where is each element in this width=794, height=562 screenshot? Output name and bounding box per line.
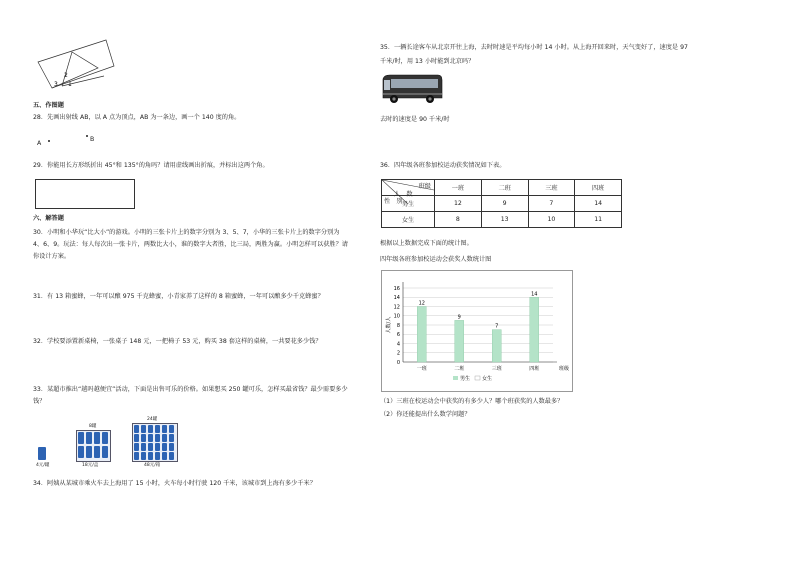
y-tick-label: 12 xyxy=(393,304,400,311)
question-35-line1: 35．一辆长途客车从北京开往上海，去时时速是平均每小时 14 小时。从上海开回来时，天气变好了，速度是 97 xyxy=(380,44,688,51)
cola-can-icon xyxy=(155,425,160,433)
pack8-price: 18元/盒 xyxy=(82,463,99,468)
question-31: 31．有 13 箱蜜蜂，一年可以酿 975 千克蜂蜜，小青家养了这样的 8 箱蜜蜂，一年可以酿多少千克蜂蜜？ xyxy=(33,293,324,300)
table-instruction: 根据以上数据完成下面的统计图。 xyxy=(380,240,473,247)
cola-can-icon xyxy=(169,425,174,433)
cola-can-icon xyxy=(134,443,139,451)
chart-title: 四年级各班参加校运动会获奖人数统计图 xyxy=(380,256,492,263)
legend-girls: 女生 xyxy=(482,376,493,382)
cola-can-icon xyxy=(134,425,139,433)
question-36-sub2: （2）你还能提出什么数学问题？ xyxy=(380,411,471,418)
cola-can-icon xyxy=(162,452,167,460)
figure-paper-outline xyxy=(38,40,114,88)
award-table xyxy=(381,179,622,228)
cola-can-icon xyxy=(78,432,84,444)
question-28: 28．先画出射线 AB，以 A 点为顶点，AB 为一条边，画一个 140 度的角。 xyxy=(33,114,241,121)
table-cell: 9 xyxy=(481,196,528,212)
bus-icon xyxy=(380,72,444,106)
corner-gender-label: 性 别 xyxy=(384,198,403,205)
bar-data-label: 14 xyxy=(531,291,538,298)
table-cell: 13 xyxy=(481,212,528,228)
question-29: 29．你能用长方形纸折出 45°和 135°的角吗？请用虚线画出折痕，并标出这两个角。 xyxy=(33,162,269,169)
cola-can-icon xyxy=(148,452,153,460)
cola-can-icon xyxy=(162,425,167,433)
question-30: 30．小明和小华玩“比大小”的游戏。小明的三张卡片上的数字分别为 3、5、7，小华的三张卡片上的数字分别为 4、6、9。玩法：每人每次出一张卡片，两数比大小，谁的数字大者胜，比三局，两胜为赢。小明怎样可以获胜？请你设计方案。 xyxy=(33,229,348,260)
figure-label-2: 2 xyxy=(64,72,68,79)
y-tick-label: 16 xyxy=(393,285,400,292)
question-32: 32．学校要添置新桌椅，一张桌子 148 元，一把椅子 53 元，购买 38 套这样的桌椅，一共要花多少钱？ xyxy=(33,338,322,345)
row-label-girls: 女生 xyxy=(382,212,435,228)
question-34: 34．阿姨从某城市乘火车去上海用了 15 小时，火车每小时行驶 120 千米，该城市到上海有多少千米？ xyxy=(33,480,316,487)
cola-can-icon xyxy=(162,443,167,451)
cola-can-icon xyxy=(148,434,153,442)
x-tick-label: 一班 xyxy=(416,366,427,372)
table-cell: 14 xyxy=(575,196,622,212)
cola-can-icon xyxy=(94,446,100,458)
can-price: 4元/罐 xyxy=(36,463,50,468)
bar-data-label: 12 xyxy=(418,300,425,307)
cola-can-icon xyxy=(141,425,146,433)
single-can-icon xyxy=(38,447,46,460)
fold-angle-figure xyxy=(32,28,122,92)
class-header-4: 四班 xyxy=(575,180,622,196)
corner-class-label: 班级 xyxy=(418,183,431,190)
cola-can-icon xyxy=(148,425,153,433)
point-b-label: B xyxy=(90,136,95,143)
cola-can-icon xyxy=(86,432,92,444)
paper-rectangle xyxy=(35,179,135,209)
corner-count-label: 人 数 xyxy=(394,191,413,198)
y-tick-label: 2 xyxy=(396,350,400,357)
cola-can-icon xyxy=(102,446,108,458)
pack24-label: 24罐 xyxy=(147,417,158,422)
y-tick-label: 0 xyxy=(396,359,400,366)
y-tick-label: 6 xyxy=(396,332,400,339)
bar-boys-1 xyxy=(417,307,426,363)
row-label-boys: 男生 xyxy=(382,196,435,212)
cola-can-icon xyxy=(155,434,160,442)
cola-can-icon xyxy=(94,432,100,444)
bar-boys-3 xyxy=(492,330,501,362)
bar-boys-2 xyxy=(455,320,464,362)
cola-can-icon xyxy=(169,434,174,442)
x-tick-label: 四班 xyxy=(529,366,540,372)
table-cell: 10 xyxy=(528,212,575,228)
legend-swatch-girls xyxy=(475,376,480,380)
cola-can-icon xyxy=(141,434,146,442)
question-33: 33．某超市推出“越吗越便宜”活动，下面是出售可乐的价格。如果想买 250 罐可乐，怎样买最省钱？最少需要多少钱？ xyxy=(33,386,348,405)
y-tick-label: 8 xyxy=(396,322,400,329)
table-cell: 11 xyxy=(575,212,622,228)
table-cell: 7 xyxy=(528,196,575,212)
legend-swatch-boys xyxy=(453,376,458,380)
cola-can-icon xyxy=(162,434,167,442)
cola-can-icon xyxy=(134,434,139,442)
table-cell: 8 xyxy=(435,212,482,228)
point-b-dot xyxy=(86,135,88,137)
cola-can-icon xyxy=(141,452,146,460)
x-axis-title: 班级 xyxy=(559,366,570,372)
section5-title: 五、作图题 xyxy=(33,102,64,109)
class-header-3: 三班 xyxy=(528,180,575,196)
table-cell: 12 xyxy=(435,196,482,212)
cola-can-icon xyxy=(155,452,160,460)
class-header-2: 二班 xyxy=(481,180,528,196)
cola-can-icon xyxy=(169,452,174,460)
y-tick-label: 4 xyxy=(396,341,400,348)
x-tick-label: 二班 xyxy=(454,366,465,372)
figure-label-1: 1 xyxy=(68,81,72,88)
pack8-label: 8罐 xyxy=(89,424,97,429)
cola-can-icon xyxy=(78,446,84,458)
legend-boys: 男生 xyxy=(460,376,471,382)
cola-can-icon xyxy=(134,452,139,460)
cola-can-icon xyxy=(155,443,160,451)
cola-can-icon xyxy=(86,446,92,458)
cola-can-icon xyxy=(141,443,146,451)
question-36: 36．四年级各班参加校运动获奖情况如下表。 xyxy=(380,162,506,169)
class-header-1: 一班 xyxy=(435,180,482,196)
question-35-line2: 千米/时，用 13 小时能到北京吗？ xyxy=(380,58,475,65)
table-row-girls xyxy=(382,212,622,228)
cola-can-icon xyxy=(148,443,153,451)
cola-can-icon xyxy=(169,443,174,451)
cola-can-icon xyxy=(102,432,108,444)
point-a-dot xyxy=(48,140,50,142)
bar-boys-4 xyxy=(530,297,539,362)
bar-data-label: 9 xyxy=(457,314,461,321)
y-tick-label: 14 xyxy=(393,295,400,302)
section6-title: 六、解答题 xyxy=(33,215,64,222)
bar-data-label: 7 xyxy=(495,323,499,330)
x-tick-label: 三班 xyxy=(491,366,502,372)
question-36-sub1: （1）三班在校运动会中获奖的有多少人？哪个班获奖的人数最多？ xyxy=(380,398,564,405)
y-axis-title: 人数/人 xyxy=(386,316,392,334)
y-tick-label: 10 xyxy=(393,313,400,320)
figure-label-3: 3 xyxy=(54,81,58,88)
question-35-caption: 去时的速度是 90 千米/时 xyxy=(380,116,450,123)
award-bar-chart xyxy=(381,270,571,390)
pack24-price: 48元/箱 xyxy=(144,463,161,468)
point-a-label: A xyxy=(37,140,42,147)
